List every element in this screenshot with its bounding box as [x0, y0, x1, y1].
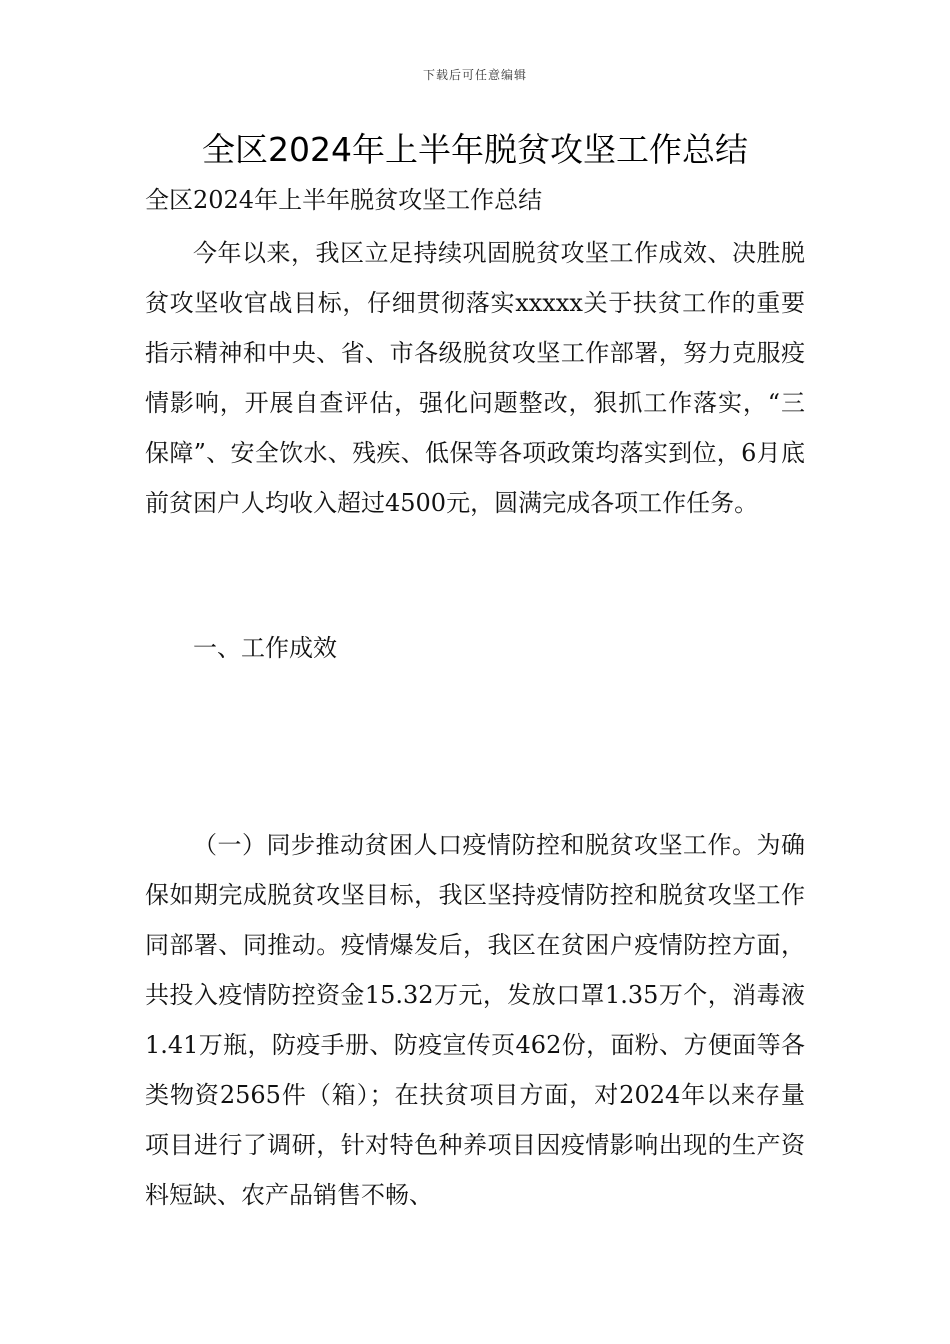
body-paragraph: （一）同步推动贫困人口疫情防控和脱贫攻坚工作。为确保如期完成脱贫攻坚目标，我区坚持疫情防控和脱贫攻坚工作同部署、同推动。疫情爆发后，我区在贫困户疫情防控方面，共投入疫情防控资金15.32万元，发放口罩1.35万个，消毒液1.41万瓶，防疫手册、防疫宣传页462份，面粉、方便面等各类物资2565件（箱）；在扶贫项目方面，对2024年以来存量项目进行了调研，针对特色种养项目因疫情影响出现的生产资料短缺、农产品销售不畅、 — [145, 831, 805, 1209]
header-note: 下载后可任意编辑 — [422, 68, 527, 82]
intro-paragraph: 今年以来，我区立足持续巩固脱贫攻坚工作成效、决胜脱贫攻坚收官战目标，仔细贯彻落实xxxxx关于扶贫工作的重要指示精神和中央、省、市各级脱贫攻坚工作部署，努力克服疫情影响，开展自查评估，强化问题整改，狠抓工作落实，“三保障”、安全饮水、残疾、低保等各项政策均落实到位，6月底前贫困户人均收入超过4500元，圆满完成各项工作任务。 — [145, 239, 805, 517]
document-title: 全区2024年上半年脱贫攻坚工作总结 — [202, 130, 748, 169]
document-subtitle: 全区2024年上半年脱贫攻坚工作总结 — [145, 186, 543, 214]
section-heading: 一、工作成效 — [193, 634, 337, 662]
